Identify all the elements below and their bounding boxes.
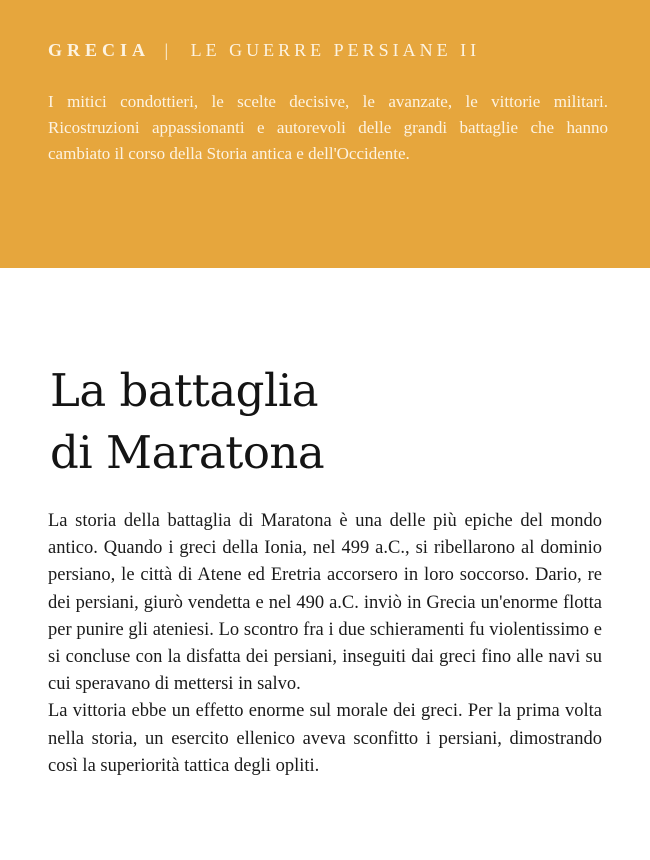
description-body [48, 508, 602, 780]
description-paragraph-2: La vittoria ebbe un effetto enorme sul morale dei greci. Per la prima volta nella storia, un esercito ellenico aveva sconfitto i persiani, dimostrando così la superiorità tattica degli opliti. [48, 701, 602, 776]
book-title [50, 360, 610, 484]
series-separator: | [164, 40, 173, 60]
series-heading [48, 40, 480, 61]
series-brand: GRECIA [48, 40, 151, 60]
series-blurb-text: I mitici condottieri, le scelte decisive, le avanzate, le vittorie militari. Ricostruzioni appassionanti e autorevoli delle grandi battaglie che hanno cambiato il corso della Storia antica e dell'Occidente. [48, 92, 608, 163]
series-banner [0, 0, 650, 268]
description-paragraph-1: La storia della battaglia di Maratona è una delle più epiche del mondo antico. Quando i greci della Ionia, nel 499 a.C., si ribellarono al dominio persiano, le città di Atene ed Eretria accorsero in loro soccorso. Dario, re dei persiani, giurò vendetta e nel 490 a.C. inviò in Grecia un'enorme flotta per punire gli ateniesi. Lo scontro fra i due schieramenti fu violentissimo e si concluse con la disfatta dei persiani, inseguiti dai greci fino alle navi su cui speravano di mettersi in salvo. [48, 511, 602, 695]
book-title-line-1: La battaglia [50, 364, 319, 417]
series-subtitle: LE GUERRE PERSIANE II [190, 40, 481, 60]
book-title-line-2: di Maratona [50, 426, 325, 479]
series-blurb [48, 89, 608, 167]
